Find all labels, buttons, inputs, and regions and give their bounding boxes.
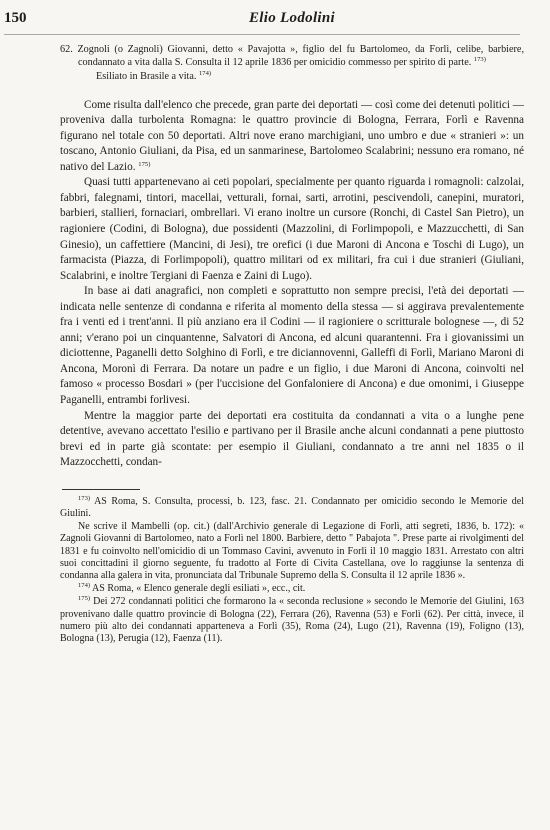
body-paragraph: Come risulta dall'elenco che precede, gran parte dei deportati — così come dei detenuti politici — proveniva dalla turbolenta Romagna: le quattro provincie di Bologna, Ferrara, Forlì e Ravenna figurano nel totale con 50 deportati. Altri nove erano marchigiani, uno umbro e due « stranieri »: un toscano, Antonio Giuliani, da Pisa, ed un sanmarinese, Bartolomeo Scalabrini; nessuno era romano, né nativo del Lazio. $^{175)}$ [60, 98, 524, 173]
footnotes [60, 496, 524, 645]
body-paragraph: Mentre la maggior parte dei deportati era costituita da condannati a vita o a lunghe pene detentive, avevano accettato l'esilio e partivano per il Brasile anche alcuni condannati a pene piuttosto brevi ed in parte già scontate: per esempio il Giuliani, condannato a tre anni nel 1835 o il Mazzocchetti, condan- [60, 409, 524, 469]
body-paragraph: Quasi tutti appartenevano ai ceti popolari, specialmente per quanto riguarda i romagnoli: calzolai, fabbri, falegnami, tintori, macellai, vetturali, fornai, sarti, arrotini, pescivendoli, canepini, muratori, barbieri, stallieri, fornaciari, ombrellari. Vi erano inoltre un cursore (Ronchi, di Castel San Pietro), un ragioniere (Codini, di Bologna), due possidenti (Mazzolini, di Forlimpopoli, e Mazzucchetti, di San Ginesio), un caffettiere (Mancini, di Jesi), tre orefici (i due Maroni di Ancona e Toschi di Lugo), un farmacista (Piazza, di Forlimpopoli), quattro militari od ex militari, fra cui i due stranieri (Giuliani, Scalabrini, e inoltre Tergiani di Faenza e Zaini di Lugo). [60, 176, 524, 282]
footnote-173-continued: Ne scrive il Mambelli (op. cit.) (dall'Archivio generale di Legazione di Forlì, atti segreti, 1836, b. 172): « Zagnoli Giovanni di Bartolomeo, nato a Forlì nel 1800. Barbiere, detto " Pabajota ". Prese parte ai rivolgimenti del 1831 e fu coinvolto nell'omicidio di un Tommaso Cavini, avvenuto in Forlì il 10 maggio 1831. Arrestato con altri suoi concittadini il giorno seguente, fu tradotto al Forte di Civita Castellana, ove lo raggiunse la sentenza di condanna alla galera in vita, pronunciata dal Tribunale Supremo della S. Consulta il 12 aprile 1836 ». [60, 521, 524, 581]
footnote-174: $^{174)}$ AS Roma, « Elenco generale degli esiliati », ecc., cit. [78, 582, 306, 595]
page-header [4, 10, 520, 35]
footnote-ref: 175) [138, 160, 151, 168]
footnote-ref: 174) [198, 70, 212, 78]
entry-exile-line: Esiliato in Brasile a vita. $^{174)}$ [96, 70, 212, 83]
running-head: Elio Lodolini [249, 10, 335, 26]
body-text [60, 98, 524, 471]
footnote-ref: 173) [473, 56, 486, 64]
footnote-175: $^{175)}$ Dei 272 condannati politici che formarono la « seconda reclusione » secondo le Memorie del Giulini, 163 provenivano dalle quattro provincie di Bologna (22), Ferrara (26), Ravenna (53) e Forlì (62). Per città, invece, il numero più alto dei condannati apparteneva a Forlì (35), Roma (24), Lugo (21), Ravenna (19), Foligno (13), Bologna (13), Perugia (12), Faenza (11). [60, 595, 524, 644]
entry-text: 62. Zognoli (o Zagnoli) Giovanni, detto « Pavajotta », figlio del fu Bartolomeo, da Forlì, celibe, barbiere, condannato a vita dalla S. Consulta il 12 aprile 1836 per omicidio commesso per spirito di parte. $^{173)}$ [60, 44, 524, 69]
footnote-173: $^{173)}$ AS Roma, S. Consulta, processi, b. 123, fasc. 21. Condannato per omicidio secondo le Memorie del Giulini. [60, 494, 524, 519]
footnote-divider [62, 489, 140, 490]
page-number: 150 [4, 10, 27, 26]
body-paragraph: In base ai dati anagrafici, non completi e soprattutto non sempre precisi, l'età dei deportati — indicata nelle sentenze di condanna e riferita al momento della stessa — si aggirava prevalentemente fra i venti ed i trent'anni. Il più anziano era il Codini — il ragioniere o scritturale bolognese —, di 52 anni; v'erano poi un cinquantenne, Salvatori di Ancona, ed alcuni quarantenni. Fra i giovanissimi un diciottenne, Paganelli detto Solghino di Forlì, e tre diciannovenni, Galleffi di Forlì, Mariano Maroni di Ancona, Moronì di Ferrara. Da notare un padre e un figlio, i due Maroni di Ancona, coinvolti nel famoso « processo Bosdari » (per l'uccisione del Gonfaloniere di Ancona) e due omonimi, i Giuseppe Paganelli, entrambi forlivesi. [60, 285, 524, 406]
deportee-entry [60, 43, 524, 84]
